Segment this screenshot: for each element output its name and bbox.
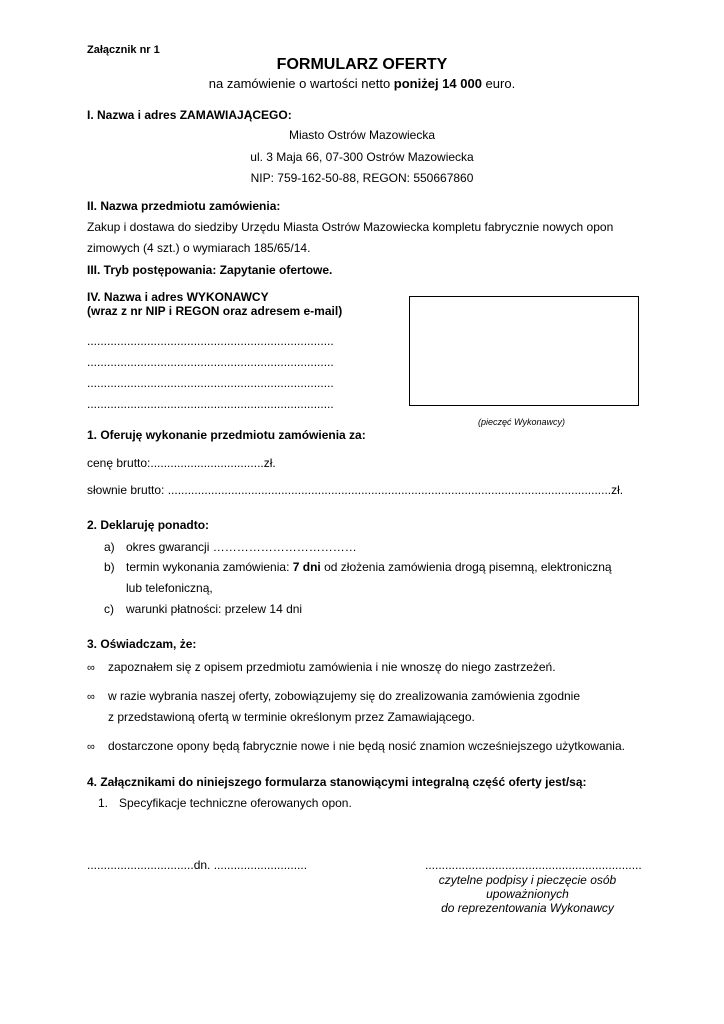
subtitle-post: euro. xyxy=(481,76,516,91)
page-title: FORMULARZ OFERTY xyxy=(276,56,448,73)
stamp-caption: (pieczęć Wykonawcy) xyxy=(478,417,566,427)
declare-deadline-days: 7 dni xyxy=(292,560,321,574)
statement-item-2-line-2: z przedstawioną ofertą w terminie określonym przez Zamawiającego. xyxy=(108,710,475,724)
infinity-bullet-icon: ∞ xyxy=(87,662,95,674)
declare-deadline-pre: termin wykonania zamówienia: xyxy=(126,560,293,574)
attachment-item-1-marker: 1. xyxy=(98,796,109,810)
infinity-bullet-icon: ∞ xyxy=(87,691,95,703)
section-contractor-subheading: (wraz z nr NIP i REGON oraz adresem e-mail) xyxy=(87,304,343,318)
gross-price-line xyxy=(87,457,276,471)
gross-price-label: cenę brutto: xyxy=(87,456,151,470)
infinity-bullet-icon: ∞ xyxy=(87,741,95,753)
attachment-label: Załącznik nr 1 xyxy=(87,44,160,56)
declare-a-marker: a) xyxy=(104,540,115,554)
statement-heading: 3. Oświadczam, że: xyxy=(87,637,197,651)
date-field[interactable]: ................................dn. ............................ xyxy=(87,858,308,872)
signature-caption-1: czytelne podpisy i pieczęcie osób xyxy=(438,873,617,887)
statement-item-3: dostarczone opony będą fabrycznie nowe i nie będą nosić znamion wcześniejszego użytkowania. xyxy=(108,739,625,753)
section-subject-heading: II. Nazwa przedmiotu zamówienia: xyxy=(87,199,281,213)
page-subtitle xyxy=(0,77,724,92)
attachments-heading: 4. Załącznikami do niniejszego formularza stanowiącymi integralną część oferty jest/są: xyxy=(87,775,587,789)
declare-deadline-line-2: lub telefoniczną, xyxy=(126,581,213,595)
subject-line-2: zimowych (4 szt.) o wymiarach 185/65/14. xyxy=(87,241,311,255)
buyer-name: Miasto Ostrów Mazowiecka xyxy=(288,128,436,142)
section-procedure-heading: III. Tryb postępowania: Zapytanie ofertowe. xyxy=(87,263,333,277)
contractor-line-3[interactable]: .......................................................................... xyxy=(87,376,334,390)
contractor-stamp-box[interactable] xyxy=(409,296,639,406)
subtitle-pre: na zamówienie o wartości netto xyxy=(208,76,394,91)
declare-deadline-post: od złożenia zamówienia drogą pisemną, elektroniczną xyxy=(320,560,612,574)
buyer-address: ul. 3 Maja 66, 07-300 Ostrów Mazowiecka xyxy=(250,150,474,164)
attachment-item-1: Specyfikacje techniczne oferowanych opon. xyxy=(119,796,352,810)
signature-caption-2: upoważnionych xyxy=(486,887,569,901)
subtitle-threshold: poniżej 14 000 xyxy=(393,76,482,91)
gross-words-line xyxy=(87,484,623,498)
subject-line-1: Zakup i dostawa do siedziby Urzędu Miasta Ostrów Mazowiecka kompletu fabrycznie nowych opon xyxy=(87,220,614,234)
declare-heading: 2. Deklaruję ponadto: xyxy=(87,518,210,532)
declare-warranty: okres gwarancji ……………………………… xyxy=(126,540,357,554)
contractor-line-1[interactable]: .......................................................................... xyxy=(87,334,334,348)
section-contractor-heading: IV. Nazwa i adres WYKONAWCY xyxy=(87,290,269,304)
declare-payment: warunki płatności: przelew 14 dni xyxy=(126,602,303,616)
gross-words-field[interactable]: ..................................................................................................................................... xyxy=(167,483,612,497)
signature-field[interactable]: ................................................................. xyxy=(425,858,642,872)
section-buyer-heading: I. Nazwa i adres ZAMAWIAJĄCEGO: xyxy=(87,108,292,122)
declare-c-marker: c) xyxy=(104,602,114,616)
contractor-line-4[interactable]: .......................................................................... xyxy=(87,397,334,411)
statement-item-1: zapoznałem się z opisem przedmiotu zamówienia i nie wnoszę do niego zastrzeżeń. xyxy=(108,660,556,674)
statement-item-2-line-1: w razie wybrania naszej oferty, zobowiązujemy się do zrealizowania zamówienia zgodnie xyxy=(108,689,581,703)
gross-price-field[interactable]: .................................. xyxy=(150,456,264,470)
declare-deadline xyxy=(126,561,612,575)
contractor-line-2[interactable]: .......................................................................... xyxy=(87,355,334,369)
gross-words-label: słownie brutto: xyxy=(87,483,168,497)
declare-b-marker: b) xyxy=(104,560,115,574)
signature-caption-3: do reprezentowania Wykonawcy xyxy=(441,901,614,915)
gross-price-unit: zł. xyxy=(263,456,276,470)
offer-heading: 1. Oferuję wykonanie przedmiotu zamówienia za: xyxy=(87,428,366,442)
buyer-tax-ids: NIP: 759-162-50-88, REGON: 550667860 xyxy=(250,171,474,185)
gross-words-unit: zł. xyxy=(611,483,624,497)
